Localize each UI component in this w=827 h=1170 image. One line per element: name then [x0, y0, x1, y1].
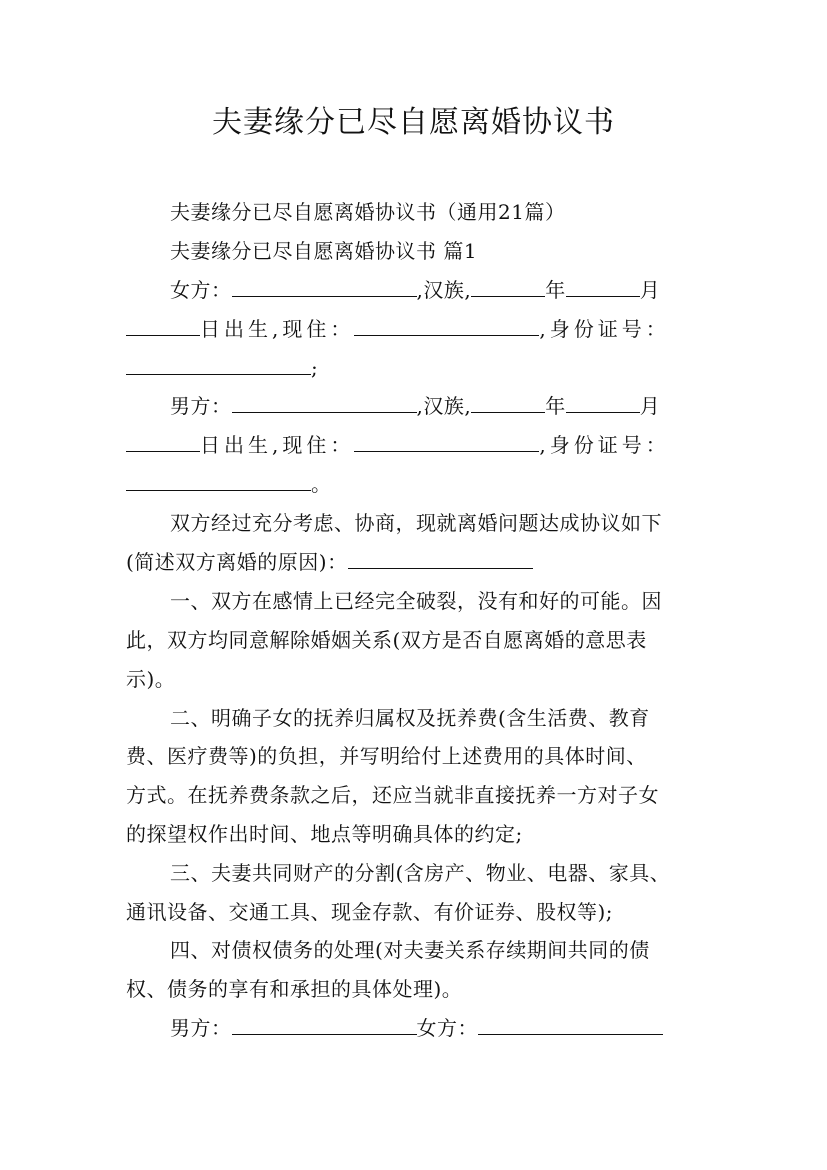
male-born-label: 日出生,现住：	[200, 433, 355, 457]
male-month-blank	[566, 394, 640, 413]
male-label: 男方：	[170, 394, 232, 418]
clause-3-line-2: 通讯设备、交通工具、现金存款、有价证券、股权等);	[126, 900, 614, 924]
clause-4-line-1: 四、对债权债务的处理(对夫妻关系存续期间共同的债	[170, 938, 650, 962]
agreement-reason-blank	[348, 550, 533, 569]
sign-female-blank	[478, 1016, 663, 1035]
sign-male-blank	[232, 1016, 417, 1035]
female-day-blank	[126, 317, 200, 336]
female-line-2	[126, 316, 670, 342]
signature-line	[170, 1015, 663, 1041]
male-year-blank	[471, 394, 545, 413]
male-id-blank	[126, 472, 311, 491]
female-name-blank	[232, 278, 417, 297]
male-ethnicity: ,汉族,	[416, 394, 472, 418]
male-address-blank	[354, 433, 539, 452]
agreement-line-2	[126, 549, 533, 575]
clause-2-line-1: 二、明确子女的抚养归属权及抚养费(含生活费、教育	[170, 706, 650, 730]
clause-1-line-3: 示)。	[126, 667, 176, 691]
male-end-mark: 。	[311, 472, 332, 496]
clause-2-line-3: 方式。在抚养费条款之后，还应当就非直接抚养一方对子女	[126, 783, 659, 807]
sign-male-label: 男方：	[170, 1016, 232, 1040]
male-id-label: ,身份证号：	[539, 433, 670, 457]
sign-female-label: 女方：	[416, 1016, 478, 1040]
document-title: 夫妻缘分已尽自愿离婚协议书	[212, 105, 615, 140]
male-line-3	[126, 471, 332, 497]
female-line-3	[126, 355, 318, 381]
female-year-blank	[471, 278, 545, 297]
female-born-label: 日出生,现住：	[200, 317, 355, 341]
agreement-line-1: 双方经过充分考虑、协商，现就离婚问题达成协议如下	[170, 511, 662, 535]
male-day-blank	[126, 433, 200, 452]
female-end-mark: ;	[311, 356, 319, 380]
female-line-1	[170, 277, 660, 303]
female-id-blank	[126, 356, 311, 375]
subtitle: 夫妻缘分已尽自愿离婚协议书（通用21篇）	[170, 200, 566, 224]
female-ethnicity: ,汉族,	[416, 278, 472, 302]
clause-1-line-2: 此，双方均同意解除婚姻关系(双方是否自愿离婚的意思表	[126, 628, 647, 652]
female-address-blank	[354, 317, 539, 336]
female-id-label: ,身份证号：	[539, 317, 670, 341]
male-name-blank	[232, 394, 417, 413]
male-line-2	[126, 432, 670, 458]
clause-2-line-2: 费、医疗费等)的负担，并写明给付上述费用的具体时间、	[126, 744, 647, 768]
female-label: 女方：	[170, 278, 232, 302]
male-year-label: 年	[545, 394, 566, 418]
clause-1-line-1: 一、双方在感情上已经完全破裂，没有和好的可能。因	[170, 589, 662, 613]
agreement-reason-label: (简述双方离婚的原因)：	[126, 550, 348, 574]
clause-3-line-1: 三、夫妻共同财产的分割(含房产、物业、电器、家具、	[170, 861, 671, 885]
female-year-label: 年	[545, 278, 566, 302]
male-line-1	[170, 393, 660, 419]
female-month-label: 月	[639, 278, 661, 302]
female-month-blank	[566, 278, 640, 297]
chapter-heading: 夫妻缘分已尽自愿离婚协议书 篇1	[170, 239, 478, 263]
clause-2-line-4: 的探望权作出时间、地点等明确具体的约定;	[126, 822, 523, 846]
male-month-label: 月	[639, 394, 661, 418]
clause-4-line-2: 权、债务的享有和承担的具体处理)。	[126, 977, 463, 1001]
